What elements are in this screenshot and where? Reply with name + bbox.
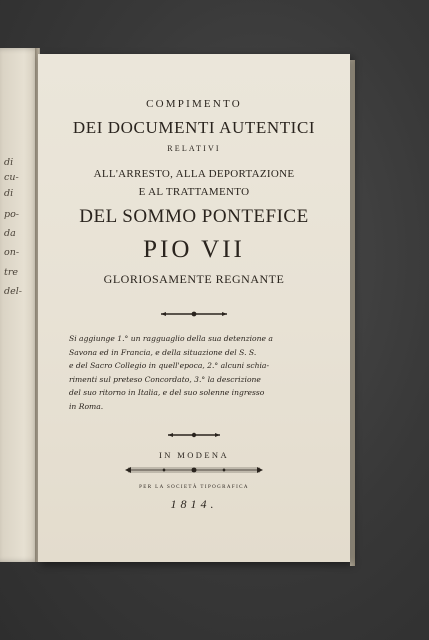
imprint-city: IN MODENA xyxy=(159,450,229,460)
previous-page xyxy=(0,48,40,562)
previous-page-fragment: del- xyxy=(4,286,22,297)
title-line-trattamento: E AL TRATTAMENTO xyxy=(138,186,250,198)
title-line-regnante: GLORIOSAMENTE REGNANTE xyxy=(103,272,285,286)
description-line: rimenti sul preteso Concordato, 3.° la descrizione xyxy=(69,374,261,384)
previous-page-fragment: di xyxy=(4,188,14,199)
ornament-rule-middle xyxy=(166,430,222,440)
previous-page-fragment: tre xyxy=(4,267,18,278)
description-line: in Roma. xyxy=(69,401,104,411)
description-line: Si aggiunge 1.° un ragguaglio della sua detenzione a xyxy=(69,334,273,343)
imprint-year: 1814. xyxy=(170,497,218,511)
previous-page-fragment: on- xyxy=(4,247,20,258)
title-line-arresto: ALL'ARRESTO, ALLA DEPORTAZIONE xyxy=(93,168,295,180)
description-paragraph xyxy=(69,332,321,414)
description-line: Savona ed in Francia, e della situazione del S. S. xyxy=(69,347,257,357)
title-line-relativi: RELATIVI xyxy=(167,144,221,153)
title-line-pontefice: DEL SOMMO PONTEFICE xyxy=(79,206,309,227)
previous-page-fragment: da xyxy=(4,228,16,239)
previous-page-fragment: po- xyxy=(4,209,20,220)
imprint-printer: PER LA SOCIETÀ TIPOGRAFICA xyxy=(139,485,249,490)
previous-page-fragment: cu- xyxy=(4,172,19,183)
ornament-rule-top xyxy=(159,309,229,319)
previous-page-fragment: di xyxy=(4,157,14,168)
description-line: del suo ritorno in Italia, e del suo solenne ingresso xyxy=(69,388,265,398)
ornament-rule-imprint xyxy=(124,465,264,475)
title-line-documenti: DEI DOCUMENTI AUTENTICI xyxy=(72,118,316,137)
title-page xyxy=(38,54,350,562)
title-line-compimento: COMPIMENTO xyxy=(146,98,242,110)
title-line-pio: PIO VII xyxy=(143,236,245,263)
page-edge xyxy=(350,60,355,566)
description-line: e del Sacro Collegio in quell'epoca, 2.° alcuni schia- xyxy=(69,361,270,371)
